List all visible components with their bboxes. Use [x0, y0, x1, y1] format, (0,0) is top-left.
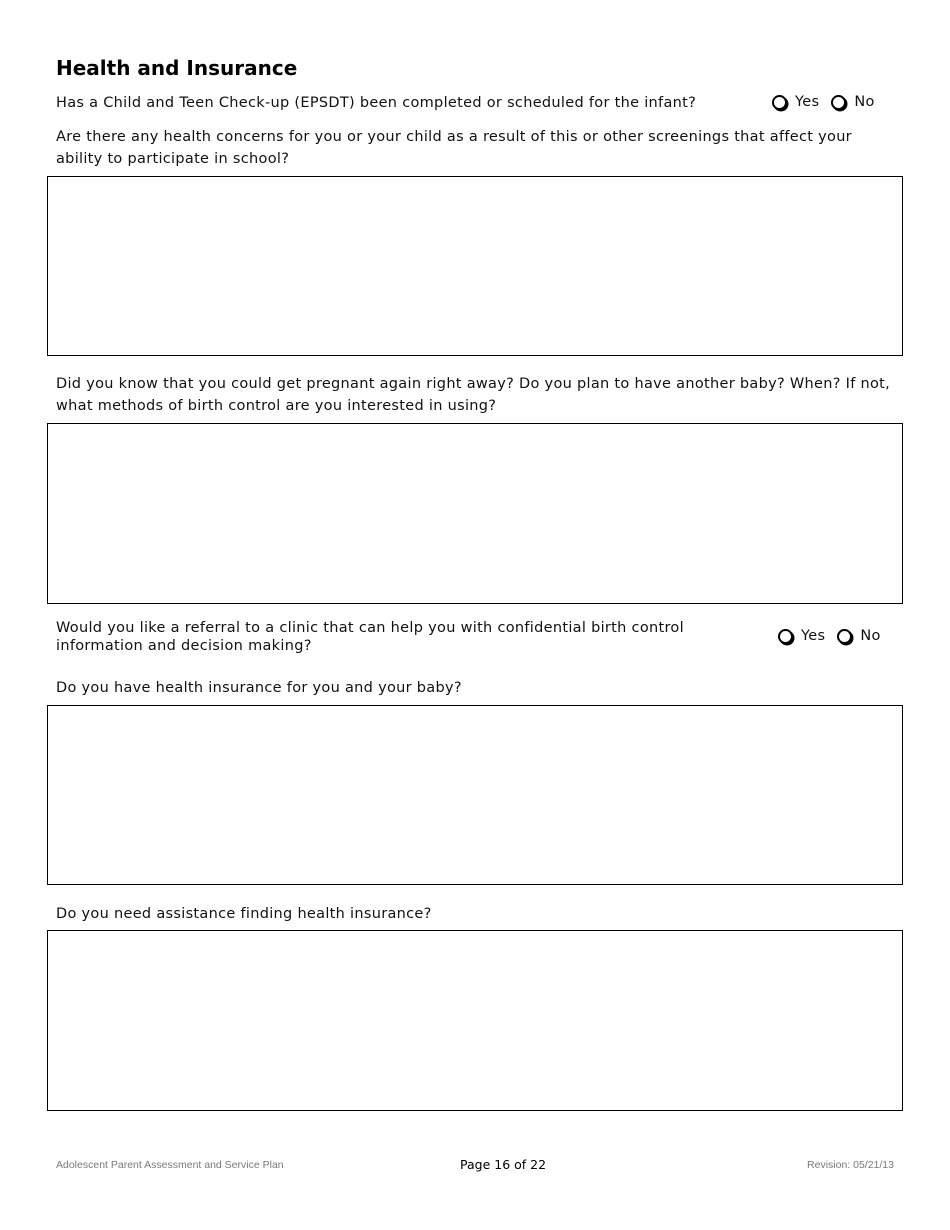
clinic-referral-radio-group	[778, 628, 881, 644]
section-title: Health and Insurance	[56, 56, 298, 80]
health-concerns-answer-box[interactable]	[47, 176, 903, 356]
question-insurance-assistance: Do you need assistance finding health insurance?	[56, 906, 432, 922]
radio-circle-icon[interactable]	[831, 95, 846, 110]
footer-page-number: Page 16 of 22	[460, 1157, 547, 1172]
radio-circle-icon[interactable]	[778, 629, 793, 644]
radio-circle-icon[interactable]	[772, 95, 787, 110]
question-clinic-referral: Would you like a referral to a clinic that can help you with confidential birth control information and decision making?	[56, 620, 684, 654]
insurance-assistance-answer-box[interactable]	[47, 930, 903, 1111]
health-insurance-answer-box[interactable]	[47, 705, 903, 885]
epsdt-radio-group	[772, 94, 875, 110]
epsdt-yes-option[interactable]	[772, 94, 819, 110]
clinic-referral-no-label: No	[860, 628, 881, 644]
question-pregnancy-plans: Did you know that you could get pregnant again right away? Do you plan to have another baby? When? If not, what methods of birth control are you interested in using?	[56, 376, 891, 414]
epsdt-no-option[interactable]	[831, 94, 874, 110]
clinic-referral-no-option[interactable]	[837, 628, 880, 644]
question-health-concerns: Are there any health concerns for you or your child as a result of this or other screenings that affect your ability to participate in school?	[56, 129, 852, 167]
epsdt-yes-label: Yes	[795, 94, 820, 110]
pregnancy-plans-answer-box[interactable]	[47, 423, 903, 604]
clinic-referral-yes-option[interactable]	[778, 628, 825, 644]
footer-document-title: Adolescent Parent Assessment and Service Plan	[56, 1159, 284, 1171]
radio-circle-icon[interactable]	[837, 629, 852, 644]
clinic-referral-yes-label: Yes	[801, 628, 826, 644]
question-epsdt: Has a Child and Teen Check-up (EPSDT) been completed or scheduled for the infant?	[56, 95, 697, 111]
question-health-insurance: Do you have health insurance for you and your baby?	[56, 680, 462, 696]
epsdt-no-label: No	[854, 94, 875, 110]
footer-revision: Revision: 05/21/13	[807, 1159, 894, 1171]
